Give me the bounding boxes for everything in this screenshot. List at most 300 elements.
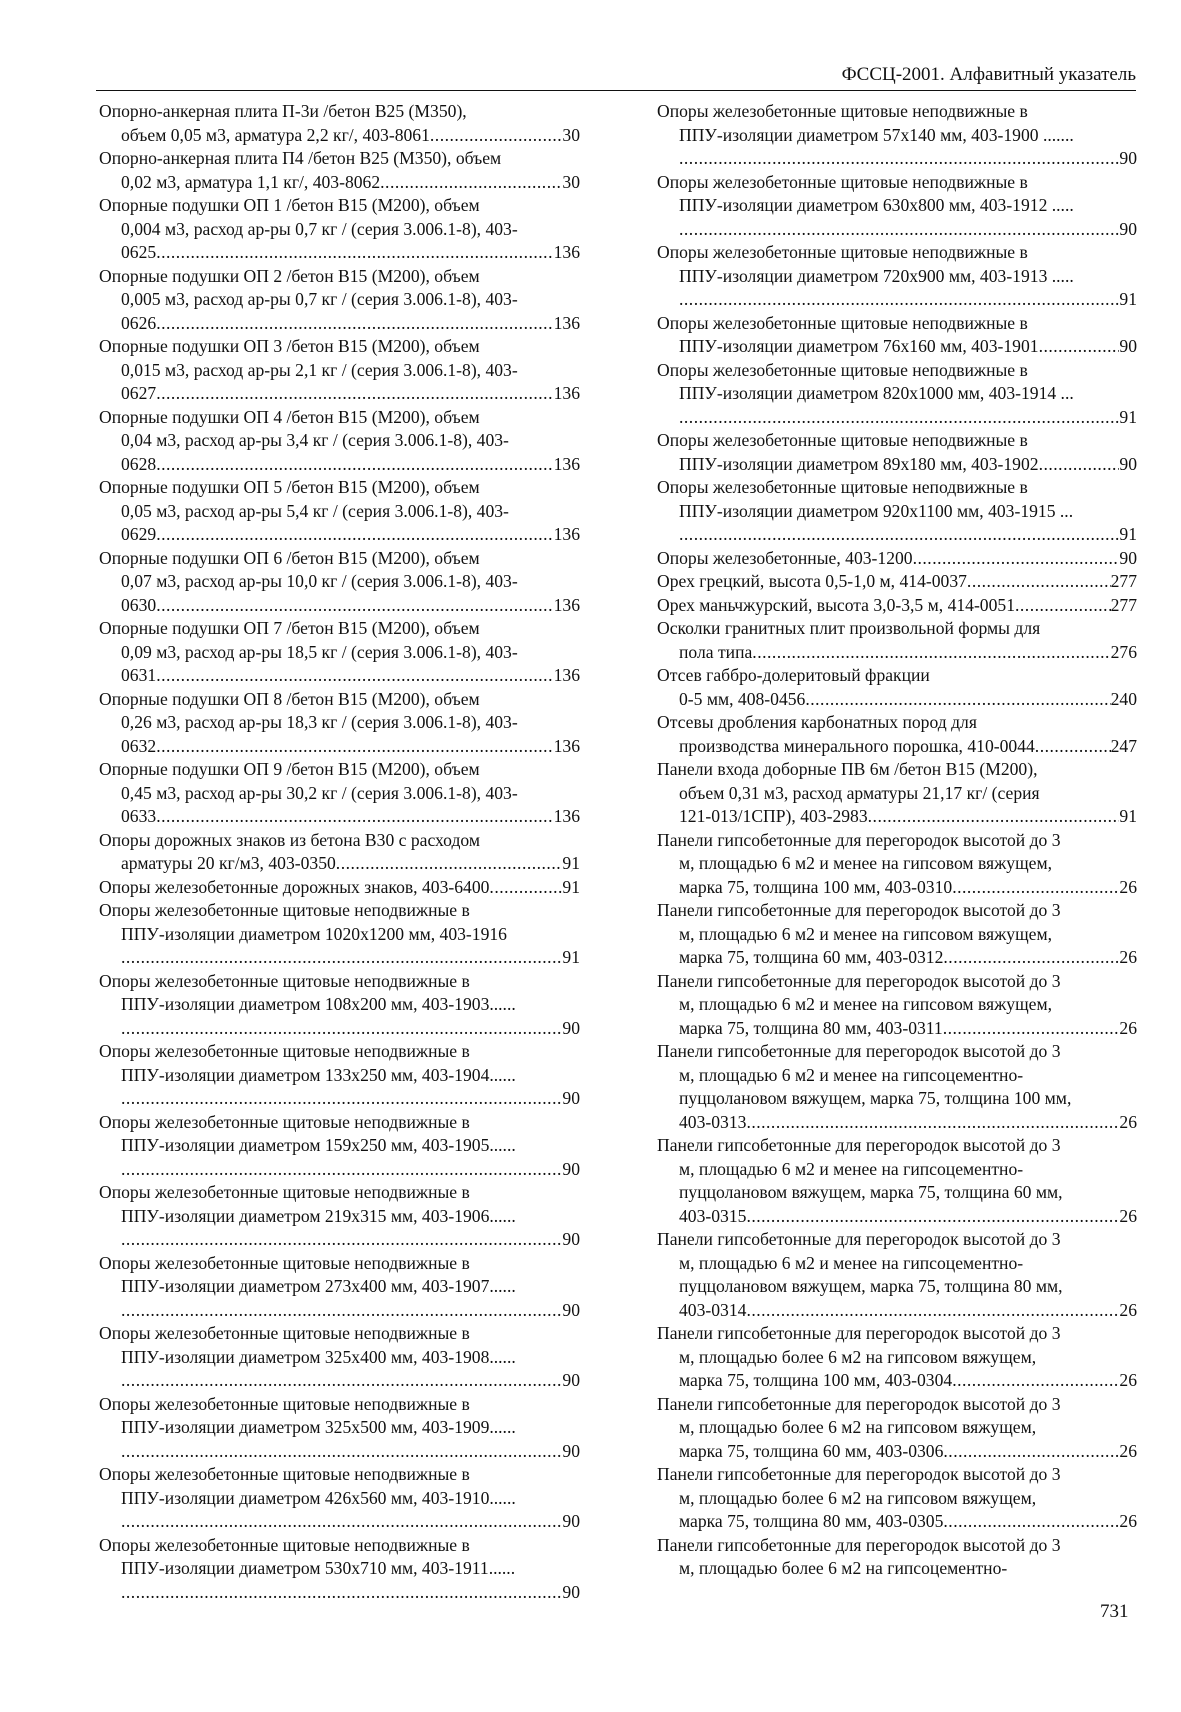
index-entry [99,617,580,688]
index-entry-text: 0-5 мм, 408-0456 [679,688,806,709]
index-entry-last-line [657,805,1137,829]
dot-leader [156,453,553,477]
index-entry [99,100,580,147]
index-entry-line: Опоры железобетонные щитовые неподвижные в [99,1182,470,1202]
index-entry-last-line [99,805,580,829]
index-entry-line: м, площадью 6 м2 и менее на гипсоцементно- [679,1064,1024,1085]
index-entry [99,1534,580,1605]
dot-leader [1035,735,1111,759]
dot-leader [805,688,1110,712]
index-entry-line: Опорно-анкерная плита П-3и /бетон В25 (М350), [99,101,467,121]
index-entry-page: 26 [1119,947,1137,967]
index-entry-line: 0,45 м3, расход ар-ры 30,2 кг / (серия 3.006.1-8), 403- [121,782,518,803]
index-entry-text: марка 75, толщина 60 мм, 403-0312 [679,947,944,967]
dot-leader [156,594,553,618]
index-entry-page: 136 [553,383,580,403]
index-entry [99,147,580,194]
index-entry-line: Опоры дорожных знаков из бетона В30 с расходом [99,829,481,850]
index-entry-line: 0,04 м3, расход ар-ры 3,4 кг / (серия 3.006.1-8), 403- [121,430,509,450]
index-entry-page: 26 [1119,1017,1137,1038]
index-entry-line: Панели гипсобетонные для перегородок высотой до 3 [657,970,1061,991]
index-entry-text: пола типа [679,641,753,662]
index-entry-page: 136 [553,806,580,826]
index-entry-page: 247 [1110,735,1137,756]
index-entry [99,970,580,1041]
dot-leader [943,946,1119,970]
index-entry [657,476,1137,547]
index-entry-line: пуццолановом вяжущем, марка 75, толщина 60 мм, [679,1182,1063,1202]
index-entry-line: ППУ-изоляции диаметром 325х400 мм, 403-1908...... [121,1346,516,1367]
index-entry-text: 0632 [121,735,157,756]
index-entry-last-line [99,453,580,477]
dot-leader [121,1299,562,1323]
dot-leader [679,523,1119,547]
dot-leader [121,1369,562,1393]
index-entry [99,1252,580,1323]
index-entry-page: 90 [562,1088,580,1108]
index-entry-line: Опорные подушки ОП 1 /бетон В15 (М200), объем [99,195,480,215]
index-entry-last-line [657,1205,1137,1229]
index-entry-line: Панели гипсобетонные для перегородок высотой до 3 [657,1464,1061,1484]
index-entry-last-line [657,688,1137,712]
index-entry-line: м, площадью более 6 м2 на гипсовом вяжущем, [679,1417,1037,1437]
index-entry-page: 26 [1119,1111,1137,1132]
index-entry-line: Опоры железобетонные щитовые неподвижные в [99,1041,470,1061]
index-entry-page: 90 [562,1581,580,1602]
index-entry-page: 90 [1119,453,1137,474]
index-entry-last-line [99,1369,580,1393]
index-entry-line: Опорные подушки ОП 3 /бетон В15 (М200), объем [99,336,480,356]
index-entry-line: Опоры железобетонные щитовые неподвижные в [657,430,1028,450]
index-entry-text: 0629 [121,524,157,544]
index-entry-line: Панели гипсобетонные для перегородок высотой до 3 [657,1323,1061,1343]
dot-leader [430,124,563,148]
index-entry-text: производства минерального порошка, 410-0044 [679,735,1035,756]
index-entry [657,1228,1137,1322]
index-entry-line: Опорно-анкерная плита П4 /бетон В25 (М350), объем [99,148,502,168]
index-entry-line: м, площадью 6 м2 и менее на гипсоцементно- [679,1158,1024,1179]
index-entry-text: Опоры железобетонные, 403-1200 [657,547,913,568]
dot-leader [156,241,553,265]
index-entry-page: 90 [562,1370,580,1390]
index-entry-line: Опорные подушки ОП 4 /бетон В15 (М200), объем [99,406,480,427]
index-entry [99,1111,580,1182]
index-entry-text: Орех маньчжурский, высота 3,0-3,5 м, 414-0051 [657,594,1015,615]
index-entry-line: Панели гипсобетонные для перегородок высотой до 3 [657,1534,1061,1555]
index-entry-last-line [657,1369,1137,1393]
index-entry-page: 90 [1119,547,1137,568]
index-entry-line: м, площадью 6 м2 и менее на гипсовом вяжущем, [679,994,1052,1014]
index-entry-line: ППУ-изоляции диаметром 920х1100 мм, 403-1915 ... [679,500,1074,521]
index-entry [657,1322,1137,1393]
index-entry-line: ППУ-изоляции диаметром 630х800 мм, 403-1912 ..... [679,195,1074,215]
dot-leader [913,547,1120,571]
index-entry-last-line [657,876,1137,900]
index-entry-page: 90 [562,1440,580,1461]
index-entry [99,335,580,406]
index-entry-line: м, площадью 6 м2 и менее на гипсовом вяжущем, [679,923,1052,944]
index-entry-line: Опоры железобетонные щитовые неподвижные в [657,359,1028,380]
index-entry-text: марка 75, толщина 100 мм, 403-0304 [679,1370,953,1390]
index-entry-line: Опоры железобетонные щитовые неподвижные в [657,312,1028,333]
index-entry-line: Опоры железобетонные щитовые неподвижные в [657,242,1028,262]
index-entry-line: Панели гипсобетонные для перегородок высотой до 3 [657,1229,1061,1249]
index-entry-page: 91 [1119,806,1137,826]
index-entry-text: Орех грецкий, высота 0,5-1,0 м, 414-0037 [657,571,967,591]
index-entry-line: Панели гипсобетонные для перегородок высотой до 3 [657,900,1061,920]
index-entry-last-line [99,594,580,618]
index-entry-last-line [99,946,580,970]
index-entry-page: 26 [1119,1299,1137,1320]
index-entry-last-line [99,241,580,265]
dot-leader [943,1017,1120,1041]
dot-leader [679,218,1119,242]
index-entry-page: 30 [562,171,580,192]
index-entry-line: Панели гипсобетонные для перегородок высотой до 3 [657,1135,1061,1155]
index-entry-line: Панели гипсобетонные для перегородок высотой до 3 [657,829,1061,850]
index-entry-page: 277 [1110,571,1137,591]
index-entry-page: 91 [562,947,580,967]
index-entry-last-line [657,1017,1137,1041]
index-entry-last-line [657,288,1137,312]
index-entry-line: Опорные подушки ОП 6 /бетон В15 (М200), объем [99,547,480,568]
index-entry-last-line [99,523,580,547]
index-entry-last-line [657,335,1137,359]
dot-leader [679,288,1119,312]
index-entry-text: 403-0314 [679,1299,747,1320]
index-entry-page: 26 [1119,1511,1137,1531]
index-entry-line: Опоры железобетонные щитовые неподвижные в [99,970,470,991]
dot-leader [746,1299,1119,1323]
index-entry [99,688,580,759]
index-entry-line: пуццолановом вяжущем, марка 75, толщина 80 мм, [679,1276,1063,1296]
index-column-right [657,100,1137,1581]
index-entry-text: арматуры 20 кг/м3, 403-0350 [121,853,336,873]
index-entry-last-line [657,547,1137,571]
index-entry [99,194,580,265]
index-entry-line: Панели входа доборные ПВ 6м /бетон В15 (М200), [657,759,1038,779]
index-entry [657,970,1137,1041]
index-entry-line: 0,26 м3, расход ар-ры 18,3 кг / (серия 3.006.1-8), 403- [121,712,518,732]
index-entry-page: 91 [1119,524,1137,544]
index-entry-line: Панели гипсобетонные для перегородок высотой до 3 [657,1041,1061,1061]
index-entry-last-line [657,1111,1137,1135]
index-entry-line: ППУ-изоляции диаметром 720х900 мм, 403-1913 ..... [679,265,1074,286]
dot-leader [121,1581,562,1605]
index-entry-text: 0627 [121,383,157,403]
dot-leader [752,641,1110,665]
index-entry-last-line [657,218,1137,242]
index-entry [657,171,1137,242]
dot-leader [746,1111,1119,1135]
index-entry [657,241,1137,312]
dot-leader [121,1087,562,1111]
index-entry-line: ППУ-изоляции диаметром 1020х1200 мм, 403-1916 [121,923,507,944]
index-entry-last-line [99,1087,580,1111]
index-entry-line: Опоры железобетонные щитовые неподвижные в [99,1534,470,1555]
index-entry-line: ППУ-изоляции диаметром 57х140 мм, 403-1900 ....... [679,124,1074,145]
dot-leader [1039,335,1120,359]
dot-leader [336,852,563,876]
index-entry-last-line [99,1440,580,1464]
index-entry-line: Панели гипсобетонные для перегородок высотой до 3 [657,1393,1061,1414]
dot-leader [121,1440,562,1464]
index-entry [657,429,1137,476]
index-entry [99,1463,580,1534]
index-entry-text: ППУ-изоляции диаметром 76х160 мм, 403-1901 [679,336,1039,356]
index-entry [657,829,1137,900]
index-entry-line: Опоры железобетонные щитовые неподвижные в [99,1464,470,1484]
index-entry-text: 0628 [121,453,157,474]
index-entry-text: 121-013/1СПР), 403-2983 [679,806,868,826]
index-entry [99,829,580,876]
index-entry-text: Опоры железобетонные дорожных знаков, 403-6400 [99,876,490,897]
index-entry [657,547,1137,571]
index-entry-line: Опорные подушки ОП 5 /бетон В15 (М200), объем [99,477,480,497]
index-entry-last-line [99,1158,580,1182]
index-entry-line: Опоры железобетонные щитовые неподвижные в [657,477,1028,497]
index-entry-last-line [99,735,580,759]
index-entry-line: м, площадью 6 м2 и менее на гипсовом вяжущем, [679,853,1052,873]
index-entry [99,476,580,547]
index-entry [99,1393,580,1464]
index-entry-last-line [99,876,580,900]
dot-leader [121,1228,562,1252]
index-entry-text: объем 0,05 м3, арматура 2,2 кг/, 403-8061 [121,124,430,145]
index-entry-line: 0,05 м3, расход ар-ры 5,4 кг / (серия 3.006.1-8), 403- [121,500,509,521]
index-entry-last-line [99,1228,580,1252]
index-entry-last-line [657,1299,1137,1323]
index-entry-last-line [657,594,1137,618]
dot-leader [868,805,1120,829]
index-entry-line: пуццолановом вяжущем, марка 75, толщина 100 мм, [679,1088,1072,1108]
dot-leader [679,406,1119,430]
index-entry-last-line [657,570,1137,594]
dot-leader [156,523,553,547]
index-entry-last-line [657,946,1137,970]
index-entry-text: 0,02 м3, арматура 1,1 кг/, 403-8062 [121,171,381,192]
index-entry-page: 26 [1119,1370,1137,1390]
index-entry-last-line [99,1299,580,1323]
index-entry-last-line [99,1581,580,1605]
index-entry [99,1040,580,1111]
index-entry-page: 90 [562,1017,580,1038]
index-entry-text: марка 75, толщина 60 мм, 403-0306 [679,1440,944,1461]
index-entry-last-line [99,382,580,406]
index-entry-last-line [99,312,580,336]
index-entry-line: Опорные подушки ОП 9 /бетон В15 (М200), объем [99,759,480,779]
index-entry-line: м, площадью более 6 м2 на гипсовом вяжущем, [679,1346,1037,1367]
index-entry-page: 240 [1110,688,1137,709]
index-entry-line: Осколки гранитных плит произвольной формы для [657,618,1041,638]
index-entry-page: 90 [562,1299,580,1320]
dot-leader [952,876,1119,900]
index-entry-line: ППУ-изоляции диаметром 325х500 мм, 403-1909...... [121,1417,516,1437]
page-number: 731 [1100,1601,1129,1622]
index-entry-line: ППУ-изоляции диаметром 108х200 мм, 403-1903...... [121,994,516,1014]
index-entry-last-line [657,147,1137,171]
index-entry-line: объем 0,31 м3, расход арматуры 21,17 кг/ (серия [679,782,1040,803]
index-entry-page: 136 [553,735,580,756]
dot-leader [156,382,553,406]
dot-leader [121,1017,562,1041]
dot-leader [746,1205,1119,1229]
index-entry [657,312,1137,359]
index-entry-text: 0631 [121,665,157,685]
index-entry-page: 136 [553,524,580,544]
index-entry-text: марка 75, толщина 80 мм, 403-0311 [679,1017,943,1038]
dot-leader [121,946,562,970]
page-header [96,62,1136,91]
index-entry-line: 0,09 м3, расход ар-ры 18,5 кг / (серия 3.006.1-8), 403- [121,641,518,662]
index-entry [657,570,1137,594]
index-entry-line: ППУ-изоляции диаметром 426х560 мм, 403-1910...... [121,1487,516,1508]
dot-leader [156,805,553,829]
dot-leader [121,1510,562,1534]
index-entry [99,265,580,336]
index-entry [657,1134,1137,1228]
index-column-left [99,100,580,1604]
index-entry-text: 0633 [121,806,157,826]
index-entry-page: 276 [1110,641,1137,662]
index-entry-page: 90 [562,1158,580,1179]
index-entry-last-line [657,735,1137,759]
dot-leader [489,876,562,900]
index-entry-page: 136 [553,594,580,615]
index-entry-line: Опоры железобетонные щитовые неподвижные в [657,171,1028,192]
index-entry-text: 0625 [121,242,157,262]
index-entry [657,359,1137,430]
index-entry-page: 90 [562,1511,580,1531]
index-entry-text: 403-0313 [679,1111,747,1132]
dot-leader [156,735,553,759]
index-entry-line: Опоры железобетонные щитовые неподвижные в [99,1323,470,1343]
index-entry-text: 0630 [121,594,157,615]
index-entry-page: 90 [1119,148,1137,168]
index-entry-page: 91 [1119,289,1137,309]
index-entry-line: Опоры железобетонные щитовые неподвижные в [657,101,1028,121]
index-entry-page: 30 [562,124,580,145]
index-entry-line: ППУ-изоляции диаметром 133х250 мм, 403-1904...... [121,1064,516,1085]
index-entry-line: ППУ-изоляции диаметром 530х710 мм, 403-1911...... [121,1558,516,1578]
index-entry-text: ППУ-изоляции диаметром 89х180 мм, 403-1902 [679,453,1039,474]
index-entry-page: 90 [562,1229,580,1249]
dot-leader [156,312,553,336]
index-entry-line: м, площадью 6 м2 и менее на гипсоцементно- [679,1252,1024,1273]
index-entry-line: Опорные подушки ОП 8 /бетон В15 (М200), объем [99,688,480,709]
index-entry-line: 0,015 м3, расход ар-ры 2,1 кг / (серия 3.006.1-8), 403- [121,359,518,380]
index-entry-page: 90 [1119,218,1137,239]
index-entry [657,1393,1137,1464]
index-entry-text: 403-0315 [679,1205,747,1226]
index-entry [99,758,580,829]
index-entry [657,664,1137,711]
dot-leader [952,1369,1119,1393]
index-entry-line: Опоры железобетонные щитовые неподвижные в [99,1111,470,1132]
index-entry-page: 91 [1119,406,1137,427]
index-entry-last-line [657,453,1137,477]
dot-leader [1039,453,1120,477]
index-entry-page: 277 [1110,594,1137,615]
index-entry-last-line [99,1017,580,1041]
index-entry [657,711,1137,758]
index-entry-line: ППУ-изоляции диаметром 219х315 мм, 403-1906...... [121,1205,516,1226]
index-entry-line: м, площадью более 6 м2 на гипсовом вяжущем, [679,1487,1037,1508]
index-entry-line: ППУ-изоляции диаметром 159х250 мм, 403-1905...... [121,1135,516,1155]
index-entry-page: 26 [1119,1440,1137,1461]
index-entry [99,899,580,970]
dot-leader [679,147,1119,171]
index-entry [657,758,1137,829]
index-entry [99,406,580,477]
dot-leader [1015,594,1111,618]
index-entry-last-line [99,664,580,688]
index-entry [657,100,1137,171]
dot-leader [121,1158,562,1182]
index-entry-line: 0,005 м3, расход ар-ры 0,7 кг / (серия 3.006.1-8), 403- [121,289,518,309]
index-entry-page: 136 [553,242,580,262]
index-entry-line: ППУ-изоляции диаметром 273х400 мм, 403-1907...... [121,1276,516,1296]
index-entry-line: Опоры железобетонные щитовые неподвижные в [99,1252,470,1273]
index-entry [99,1322,580,1393]
index-entry-last-line [657,1510,1137,1534]
dot-leader [380,171,562,195]
dot-leader [943,1510,1119,1534]
dot-leader [156,664,553,688]
index-entry-line: Отсев габбро-долеритовый фракции [657,665,930,685]
index-entry-line: Опоры железобетонные щитовые неподвижные в [99,900,470,920]
index-entry-page: 26 [1119,876,1137,897]
index-entry-last-line [657,523,1137,547]
index-entry-page: 136 [553,312,580,333]
index-entry-last-line [99,1510,580,1534]
index-entry [657,899,1137,970]
index-entry [99,876,580,900]
index-entry-last-line [99,171,580,195]
index-entry-page: 136 [553,453,580,474]
index-entry-page: 26 [1119,1205,1137,1226]
index-entry-line: ППУ-изоляции диаметром 820х1000 мм, 403-1914 ... [679,383,1074,403]
index-entry-last-line [657,641,1137,665]
dot-leader [943,1440,1119,1464]
index-entry-page: 91 [562,876,580,897]
index-entry [99,1181,580,1252]
index-entry-text: марка 75, толщина 100 мм, 403-0310 [679,876,953,897]
index-entry-text: 0626 [121,312,157,333]
index-entry-line: Отсевы дробления карбонатных пород для [657,712,977,732]
index-entry [657,1534,1137,1581]
index-entry [99,547,580,618]
dot-leader [967,570,1111,594]
index-entry-line: 0,004 м3, расход ар-ры 0,7 кг / (серия 3.006.1-8), 403- [121,218,518,239]
index-entry [657,617,1137,664]
index-entry [657,1463,1137,1534]
index-entry-last-line [657,406,1137,430]
index-entry-line: Опорные подушки ОП 7 /бетон В15 (М200), объем [99,618,480,638]
index-entry [657,1040,1137,1134]
index-entry-line: Опорные подушки ОП 2 /бетон В15 (М200), объем [99,265,480,286]
header-title: ФССЦ-2001. Алфавитный указатель [841,64,1136,85]
index-entry-last-line [657,1440,1137,1464]
index-entry-line: 0,07 м3, расход ар-ры 10,0 кг / (серия 3.006.1-8), 403- [121,571,518,591]
index-entry-page: 90 [1119,336,1137,356]
index-entry-line: м, площадью более 6 м2 на гипсоцементно- [679,1558,1008,1578]
index-entry-last-line [99,124,580,148]
index-entry-line: Опоры железобетонные щитовые неподвижные в [99,1393,470,1414]
index-entry-text: марка 75, толщина 80 мм, 403-0305 [679,1511,944,1531]
index-entry-last-line [99,852,580,876]
index-entry-page: 91 [562,853,580,873]
